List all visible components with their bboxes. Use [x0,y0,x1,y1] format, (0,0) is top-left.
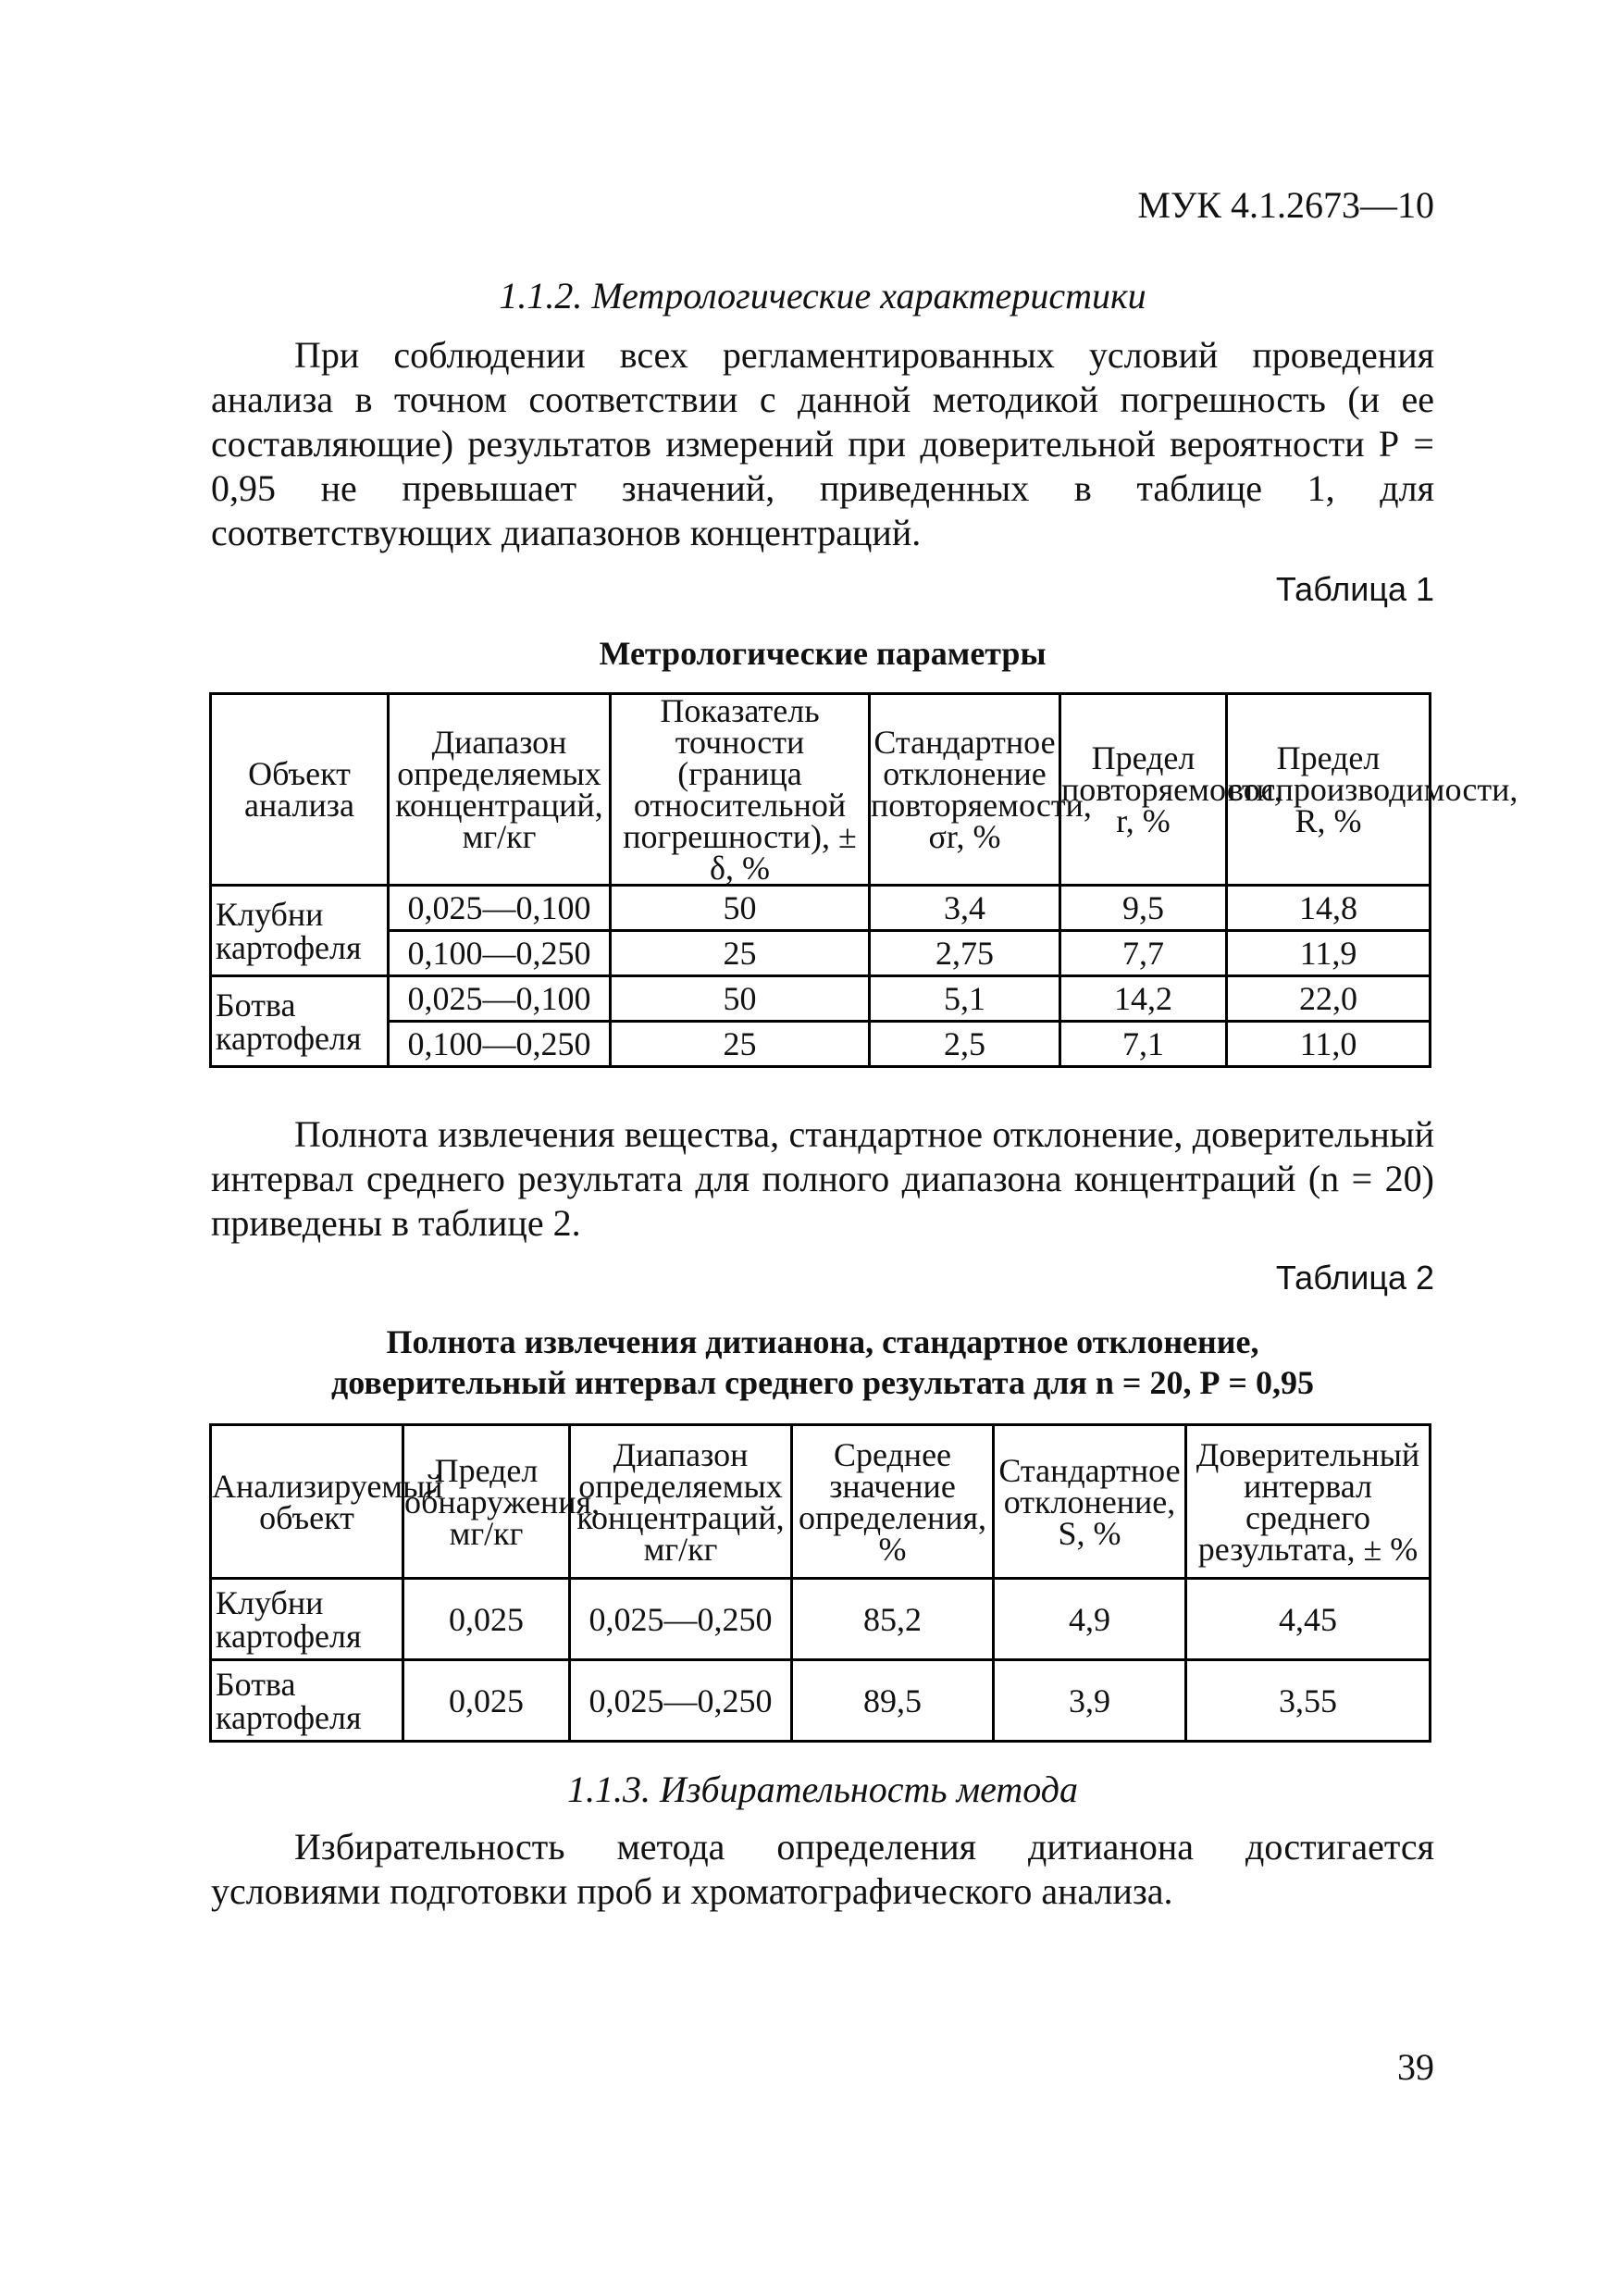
table-cell: 14,2 [1060,976,1227,1022]
table-cell: 0,025—0,100 [389,886,611,931]
page-number: 39 [1397,2046,1434,2088]
table-cell: 7,1 [1060,1022,1227,1067]
table-cell: 3,9 [994,1660,1186,1742]
table1-header-reproducibility: Предел воспроизводимости, R, % [1227,694,1431,886]
table-row [211,976,1431,1022]
table-cell: 0,100—0,250 [389,931,611,976]
table-cell: 4,45 [1186,1579,1431,1660]
paragraph-metrology: При соблюдении всех регламентированных условий проведения анализа в точном соответствии с данной методикой погрешность (и ее составляющие) результатов измерений при доверительной вероятности Р = 0,95 не превышает значений, приведенных в таблице 1, для соответствующих диапазонов концентраций. [211,334,1434,553]
paragraph-extraction: Полнота извлечения вещества, стандартное отклонение, доверительный интервал среднего результата для полного диапазона концентраций (n = 20) приведены в таблице 2. [211,1113,1434,1244]
table1-header-object: Объект анализа [211,694,389,886]
section-heading-selectivity: 1.1.3. Избирательность метода [567,1769,1078,1810]
table2-header-detection-limit: Предел обнаружения, мг/кг [403,1425,570,1579]
table1-header-repeatability: Предел повторяемости, r, % [1060,694,1227,886]
table2-header-mean: Среднее значение определения, % [792,1425,994,1579]
table-cell: 2,75 [870,931,1060,976]
table2-caption: Таблица 2 [1275,1259,1434,1297]
table-cell: 7,7 [1060,931,1227,976]
table-cell: 50 [611,886,870,931]
table2-header-object: Анализируемый объект [211,1425,403,1579]
table-row [211,1022,1431,1067]
table2-title [211,1322,1434,1403]
table2-title-line1: Полнота извлечения дитианона, стандартное отклонение, [386,1323,1259,1360]
table1-header-stddev: Стандартное отклонение повторяемости, σr, % [870,694,1060,886]
table1-header-row [211,694,1431,886]
table1-object-cell: Клубни картофеля [211,886,389,976]
table1-object-cell: Ботва картофеля [211,976,389,1067]
table2-header-stddev: Стандартное отклонение, S, % [994,1425,1186,1579]
table-cell: 89,5 [792,1660,994,1742]
table-cell: 25 [611,931,870,976]
table2-header-confidence: Доверительный интервал среднего результата, ± % [1186,1425,1431,1579]
table2-header-range: Диапазон определяемых концентраций, мг/кг [570,1425,792,1579]
table-cell: 2,5 [870,1022,1060,1067]
table-row [211,886,1431,931]
table-cell: Ботва картофеля [211,1660,403,1742]
table-cell: 0,025—0,250 [570,1579,792,1660]
table-cell: 0,025 [403,1660,570,1742]
table-cell: 85,2 [792,1579,994,1660]
table-cell: 0,025—0,250 [570,1660,792,1742]
table-cell: 11,9 [1227,931,1431,976]
table1-caption: Таблица 1 [1275,570,1434,608]
document-id: МУК 4.1.2673—10 [1137,184,1434,226]
table-cell: 11,0 [1227,1022,1431,1067]
table-row [211,1660,1431,1742]
table-cell: 3,4 [870,886,1060,931]
table-cell: 9,5 [1060,886,1227,931]
table2 [209,1423,1431,1743]
table-cell: 22,0 [1227,976,1431,1022]
table1-header-accuracy: Показатель точности (граница относительной погрешности), ± δ, % [611,694,870,886]
section-heading-metrology: 1.1.2. Метрологические характеристики [499,275,1146,316]
table1-header-range: Диапазон определяемых концентраций, мг/кг [389,694,611,886]
table-cell: Клубни картофеля [211,1579,403,1660]
table2-header-row [211,1425,1431,1579]
table1 [209,692,1518,1068]
table-cell: 14,8 [1227,886,1431,931]
table-cell: 0,025—0,100 [389,976,611,1022]
table-row [211,1579,1431,1660]
table-cell: 0,100—0,250 [389,1022,611,1067]
table-row [211,931,1431,976]
table-cell: 50 [611,976,870,1022]
table2-title-line2: доверительный интервал среднего результата для n = 20, Р = 0,95 [331,1364,1314,1401]
table-cell: 25 [611,1022,870,1067]
table-cell: 3,55 [1186,1660,1431,1742]
table1-title: Метрологические параметры [599,635,1047,672]
paragraph-selectivity: Избирательность метода определения дитианона достигается условиями подготовки проб и хроматографического анализа. [211,1826,1434,1912]
table-cell: 5,1 [870,976,1060,1022]
table-cell: 0,025 [403,1579,570,1660]
table-cell: 4,9 [994,1579,1186,1660]
